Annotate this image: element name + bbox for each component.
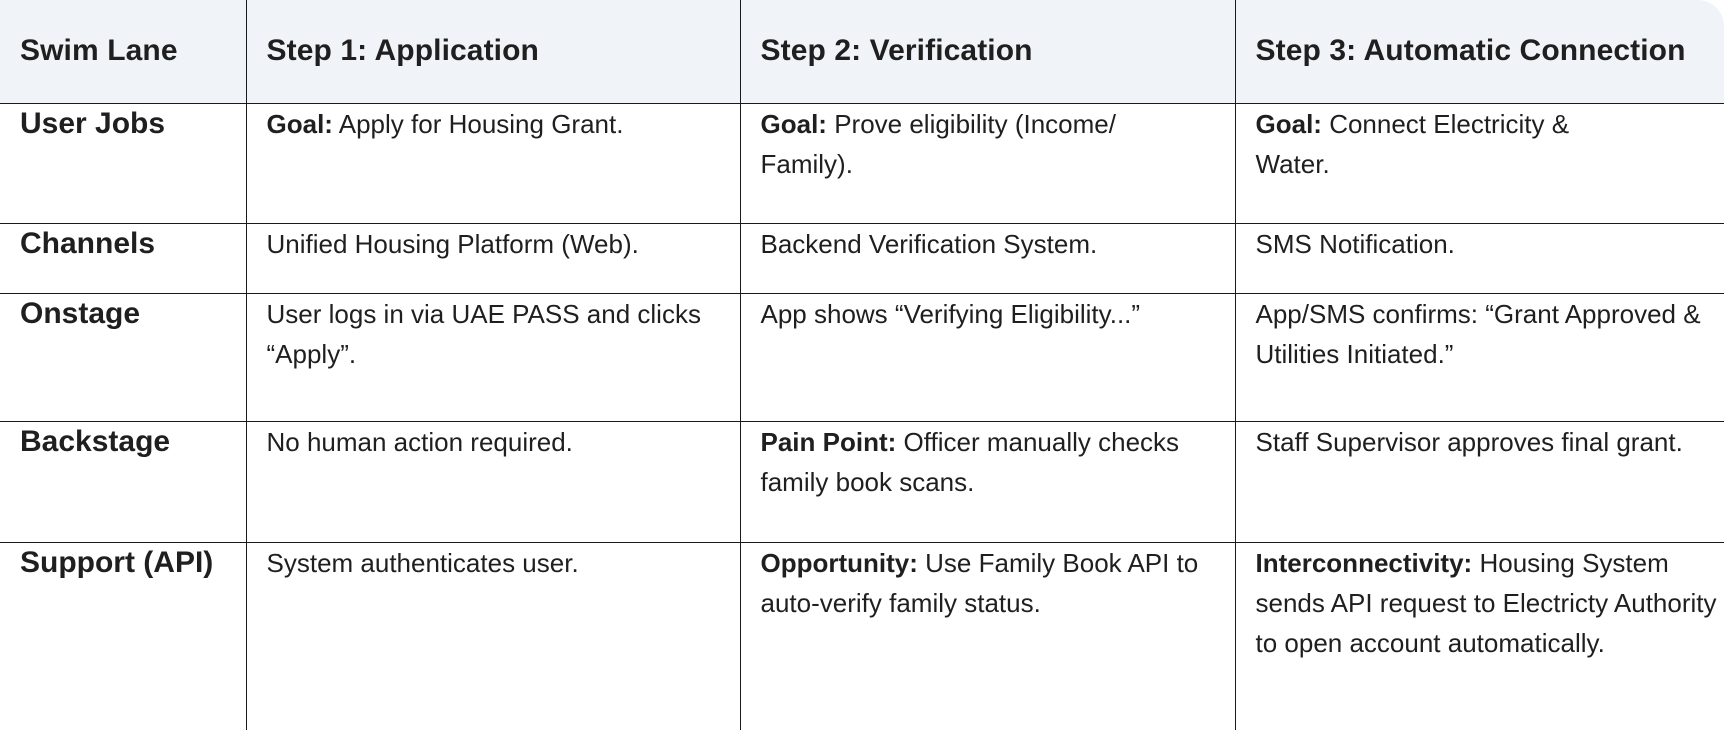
cell-user-jobs-step-3 — [1235, 103, 1724, 223]
cell-text: Unified Housing Platform (Web). — [266, 228, 639, 259]
lane-label-channels: Channels — [0, 223, 246, 293]
cell-label: Goal: — [760, 108, 827, 139]
cell-onstage-step-1 — [246, 293, 740, 421]
header-step-2: Step 2: Verification — [740, 0, 1235, 103]
cell-text: System authenticates user. — [266, 547, 579, 578]
cell-label: Goal: — [266, 108, 333, 139]
cell-label: Interconnectivity: — [1255, 547, 1473, 578]
cell-channels-step-3 — [1235, 223, 1724, 293]
table-row-channels — [0, 223, 1724, 293]
cell-text: SMS Notification. — [1255, 228, 1455, 259]
cell-channels-step-1 — [246, 223, 740, 293]
cell-text: Staff Supervisor approves final grant. — [1255, 426, 1683, 457]
cell-text: Backend Verification System. — [760, 228, 1098, 259]
cell-text: Housing System sends API request to Electricty Authority to open account automatically. — [1255, 547, 1717, 658]
table-row-user-jobs — [0, 103, 1724, 223]
cell-text: App/SMS confirms: “Grant Approved & Utilities Initiated.” — [1255, 298, 1701, 369]
cell-backstage-step-2 — [740, 421, 1235, 542]
cell-support-step-1 — [246, 542, 740, 730]
cell-user-jobs-step-2 — [740, 103, 1235, 223]
table-row-onstage — [0, 293, 1724, 421]
cell-text: Prove eligibility (Income/ Family). — [760, 108, 1116, 179]
lane-label-onstage: Onstage — [0, 293, 246, 421]
cell-channels-step-2 — [740, 223, 1235, 293]
cell-text: Officer manually checks family book scans. — [760, 426, 1180, 497]
cell-label: Goal: — [1255, 108, 1322, 139]
cell-support-step-3 — [1235, 542, 1724, 730]
cell-text: Use Family Book API to auto-verify family status. — [760, 547, 1199, 618]
lane-label-backstage: Backstage — [0, 421, 246, 542]
cell-backstage-step-1 — [246, 421, 740, 542]
cell-text: Apply for Housing Grant. — [338, 108, 624, 139]
cell-user-jobs-step-1 — [246, 103, 740, 223]
cell-onstage-step-3 — [1235, 293, 1724, 421]
cell-text: No human action required. — [266, 426, 573, 457]
lane-label-user-jobs: User Jobs — [0, 103, 246, 223]
cell-text: User logs in via UAE PASS and clicks “Apply”. — [266, 298, 701, 369]
cell-label: Pain Point: — [760, 426, 897, 457]
table-row-support — [0, 542, 1724, 730]
table-row-backstage — [0, 421, 1724, 542]
lane-label-support: Support (API) — [0, 542, 246, 730]
cell-text: App shows “Verifying Eligibility...” — [760, 298, 1141, 329]
cell-label: Opportunity: — [760, 547, 918, 578]
cell-backstage-step-3 — [1235, 421, 1724, 542]
header-row — [0, 0, 1724, 103]
header-step-3: Step 3: Automatic Connection — [1235, 0, 1724, 103]
cell-support-step-2 — [740, 542, 1235, 730]
header-step-1: Step 1: Application — [246, 0, 740, 103]
cell-onstage-step-2 — [740, 293, 1235, 421]
cell-text: Connect Electricity & Water. — [1255, 108, 1570, 179]
header-swim-lane: Swim Lane — [0, 0, 246, 103]
